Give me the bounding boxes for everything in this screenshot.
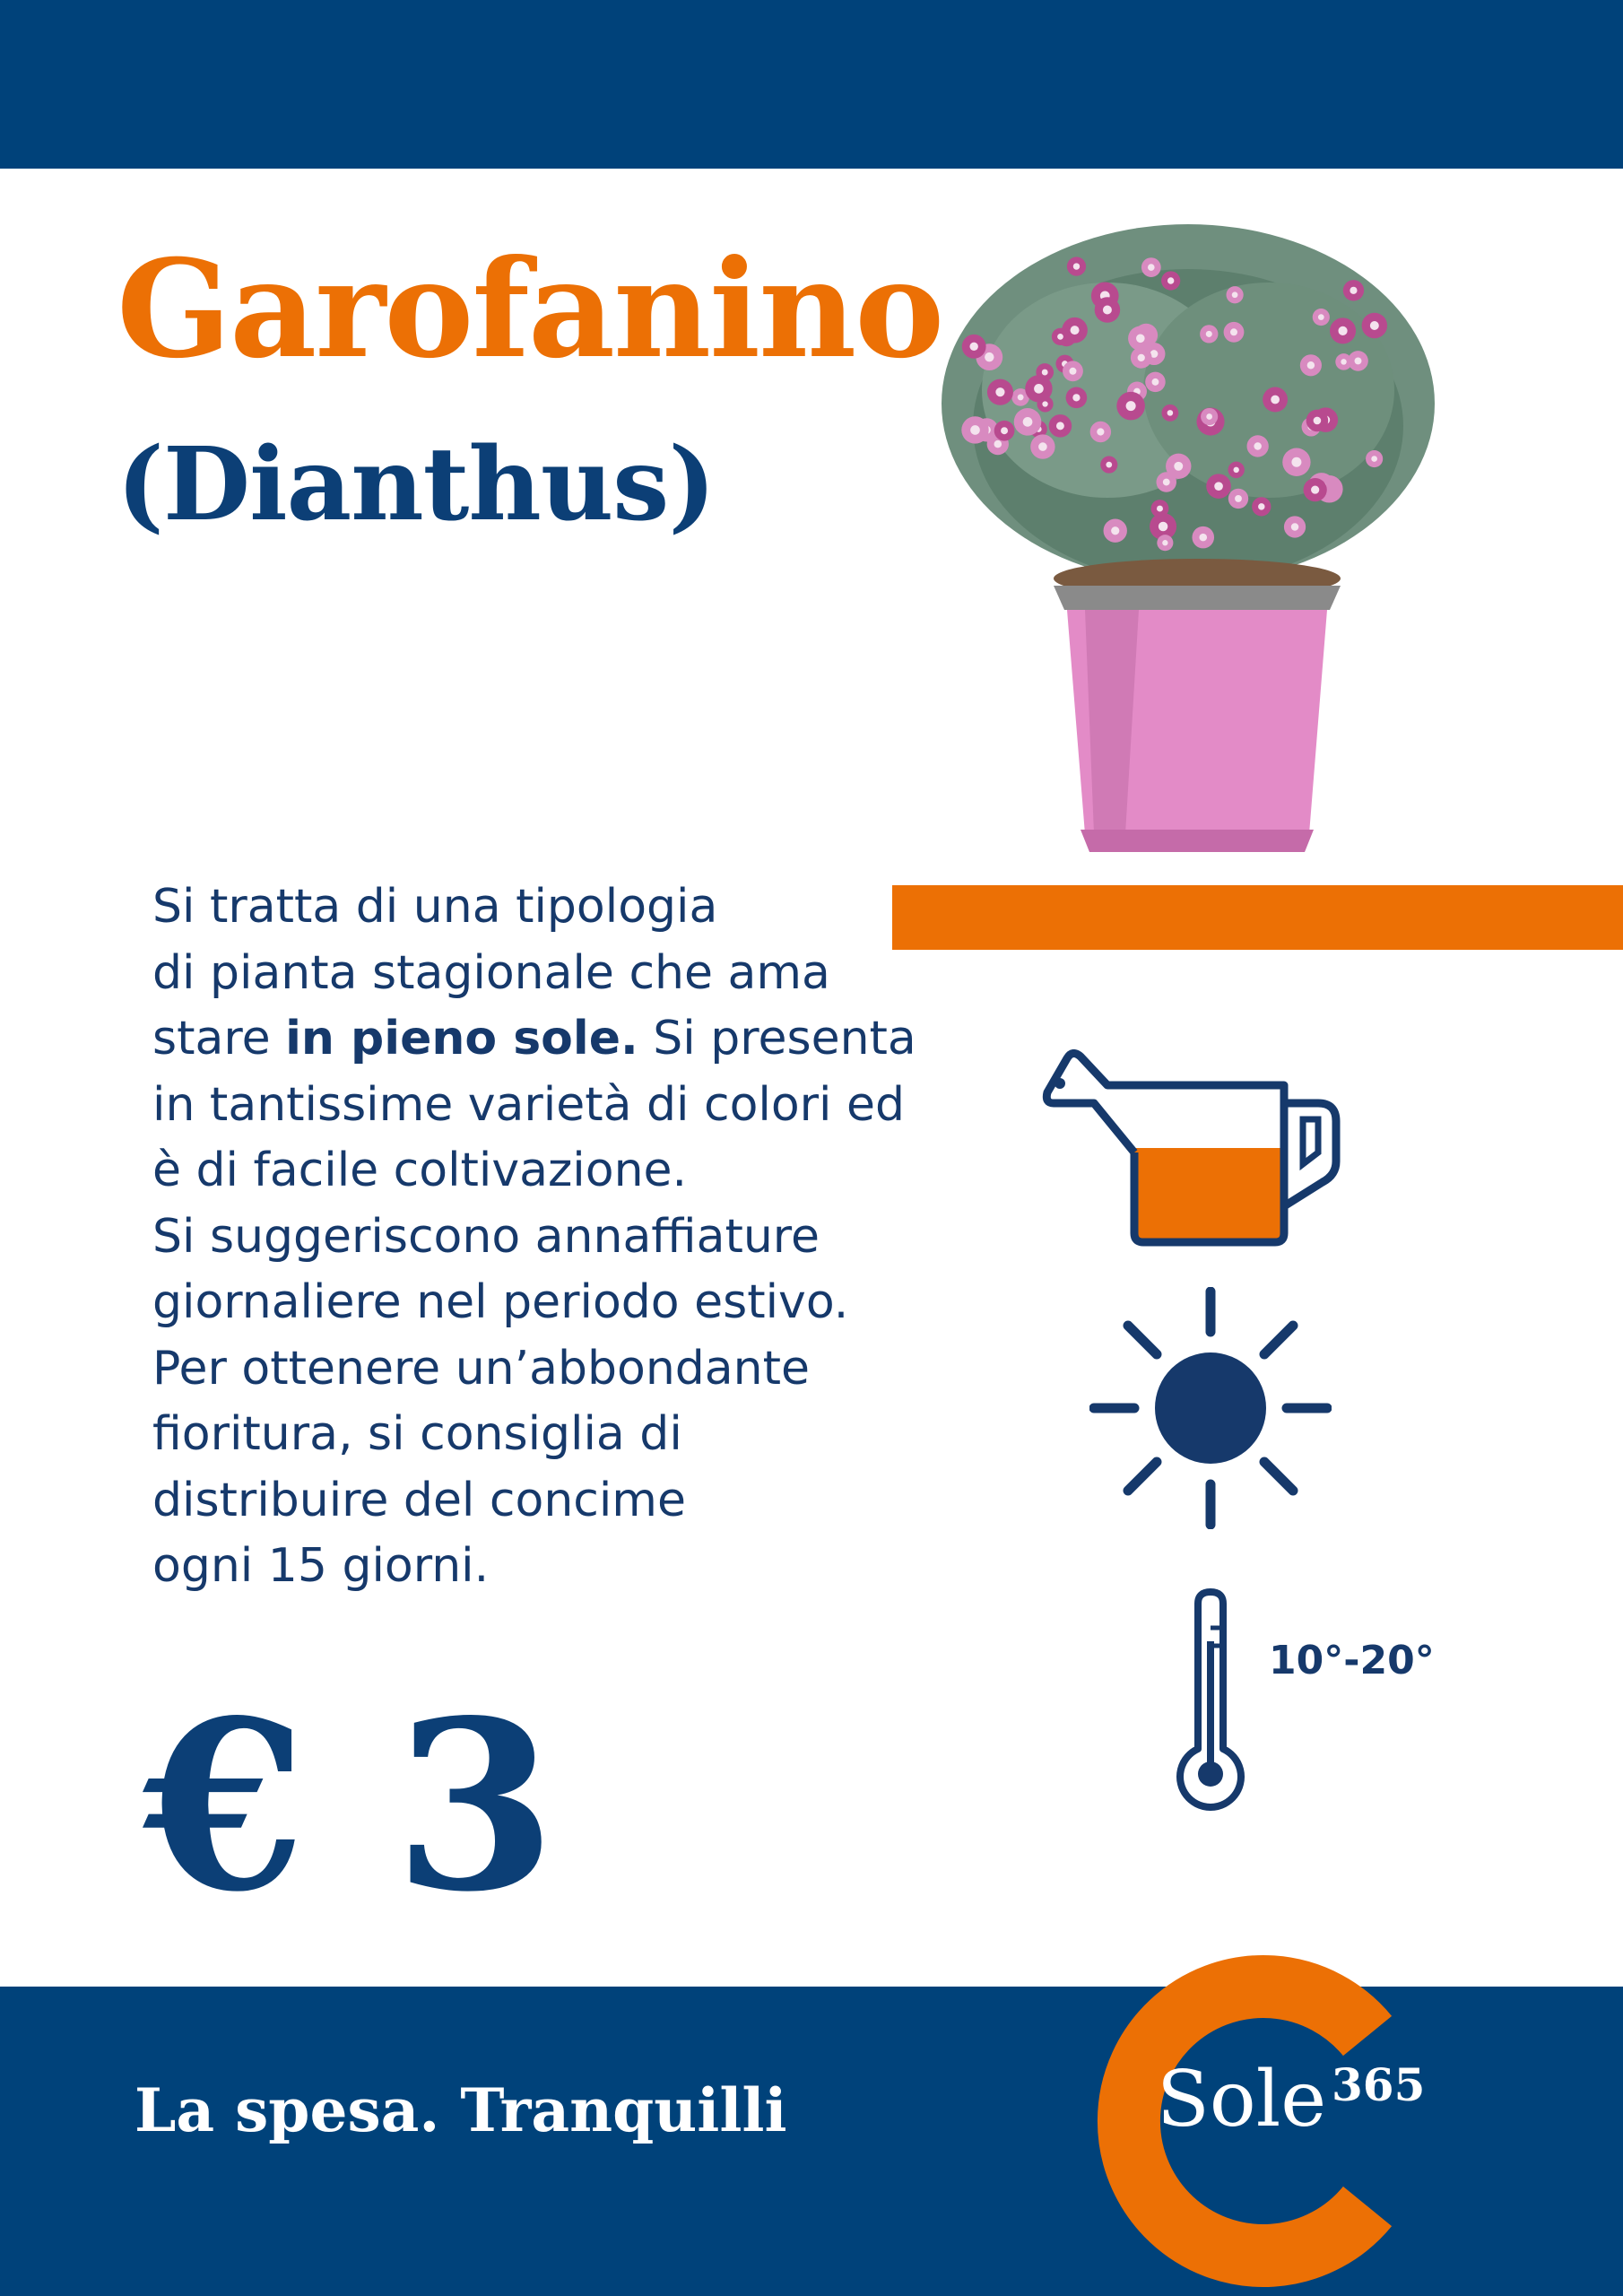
watering-can-icon bbox=[1040, 1049, 1345, 1251]
flower-center bbox=[1318, 314, 1324, 320]
description-line: è di facile coltivazione. bbox=[152, 1144, 688, 1197]
flower-center bbox=[1018, 394, 1024, 400]
flower-center bbox=[1167, 410, 1174, 416]
flower-center bbox=[1152, 378, 1159, 386]
description-line: Per ottenere un’abbondante bbox=[152, 1341, 811, 1396]
description-line: fioritura, si consiglia di bbox=[152, 1407, 682, 1461]
flower-center bbox=[1069, 368, 1076, 375]
flower-center bbox=[1314, 417, 1322, 425]
flower-center bbox=[1291, 523, 1298, 530]
flower-center bbox=[1038, 442, 1047, 451]
flower-center bbox=[1148, 264, 1155, 271]
flower-center bbox=[1167, 277, 1174, 283]
flower-center bbox=[1103, 306, 1112, 315]
flower-center bbox=[1206, 331, 1212, 337]
flower-center bbox=[1214, 482, 1223, 491]
flower-center bbox=[1042, 370, 1048, 376]
flower-center bbox=[1126, 401, 1136, 411]
flower-center bbox=[1370, 321, 1379, 330]
flower-center bbox=[1174, 462, 1183, 471]
plant-photo bbox=[928, 211, 1444, 865]
description-line: distribuire del concime bbox=[152, 1473, 686, 1527]
sun-icon bbox=[1089, 1287, 1332, 1529]
flower-center bbox=[1071, 326, 1080, 335]
temperature-range: 10°-20° bbox=[1269, 1638, 1435, 1683]
flower-center bbox=[1111, 526, 1119, 535]
description-line: ogni 15 giorni. bbox=[152, 1539, 490, 1593]
flower-center bbox=[1258, 503, 1264, 509]
flower-center bbox=[1159, 522, 1168, 532]
flower-center bbox=[1073, 263, 1080, 269]
tagline: La spesa. Tranquilli bbox=[135, 2075, 787, 2145]
flower-center bbox=[1056, 422, 1064, 430]
price: € 3 bbox=[143, 1670, 560, 1944]
flower-center bbox=[995, 387, 1004, 396]
flower-center bbox=[1042, 401, 1047, 406]
flower-center bbox=[1235, 495, 1242, 502]
logo-superscript: 365 bbox=[1332, 2058, 1426, 2111]
flower-center bbox=[1157, 506, 1163, 512]
logo-text: Sole bbox=[1157, 2055, 1327, 2144]
flower-center bbox=[1291, 457, 1301, 467]
flower-center bbox=[1057, 334, 1063, 340]
flower-center bbox=[1162, 540, 1167, 545]
description-line: giornaliere nel periodo estivo. bbox=[152, 1275, 849, 1329]
flower-center bbox=[1097, 428, 1104, 435]
flower-center bbox=[985, 352, 994, 361]
product-subtitle: (Dianthus) bbox=[117, 426, 716, 544]
flower-center bbox=[1350, 287, 1357, 294]
flower-center bbox=[1230, 328, 1237, 335]
flower-center bbox=[1307, 361, 1315, 369]
pot bbox=[1054, 559, 1341, 852]
flower-center bbox=[1271, 396, 1280, 404]
flower-center bbox=[1206, 413, 1212, 420]
flower-center bbox=[1001, 427, 1008, 434]
header-band bbox=[0, 0, 1623, 169]
flower-center bbox=[1232, 291, 1238, 298]
flower-center bbox=[1106, 462, 1112, 468]
description-line: Si suggeriscono annaffiature bbox=[152, 1209, 820, 1264]
description-line: stare in pieno sole. Si presenta bbox=[152, 1012, 916, 1065]
description-line: Si tratta di una tipologia bbox=[152, 880, 718, 934]
flower-center bbox=[1233, 467, 1238, 473]
flower-center bbox=[1341, 359, 1346, 364]
flower-center bbox=[1034, 384, 1044, 394]
flower-center bbox=[1311, 485, 1319, 493]
flower-center bbox=[1371, 456, 1377, 462]
description bbox=[152, 874, 916, 1600]
description-line: in tantissime varietà di colori ed bbox=[152, 1077, 906, 1132]
flower-center bbox=[1338, 326, 1347, 335]
highlight-full-sun: in pieno sole. bbox=[285, 1012, 638, 1065]
product-title: Garofanino bbox=[117, 230, 943, 388]
flower-center bbox=[969, 343, 977, 351]
flower-center bbox=[970, 425, 980, 435]
flower-center bbox=[1072, 394, 1080, 401]
flower-center bbox=[1254, 442, 1262, 450]
flower-center bbox=[994, 440, 1002, 448]
flower-center bbox=[1163, 479, 1170, 486]
flower-center bbox=[1023, 417, 1033, 427]
thermometer-icon bbox=[1175, 1587, 1246, 1816]
flower-center bbox=[1136, 334, 1145, 343]
description-line: di pianta stagionale che ama bbox=[152, 945, 830, 1000]
flower-center bbox=[1199, 534, 1207, 542]
accent-bar bbox=[892, 885, 1623, 950]
flower-center bbox=[1355, 357, 1362, 364]
flower-center bbox=[1138, 354, 1145, 361]
